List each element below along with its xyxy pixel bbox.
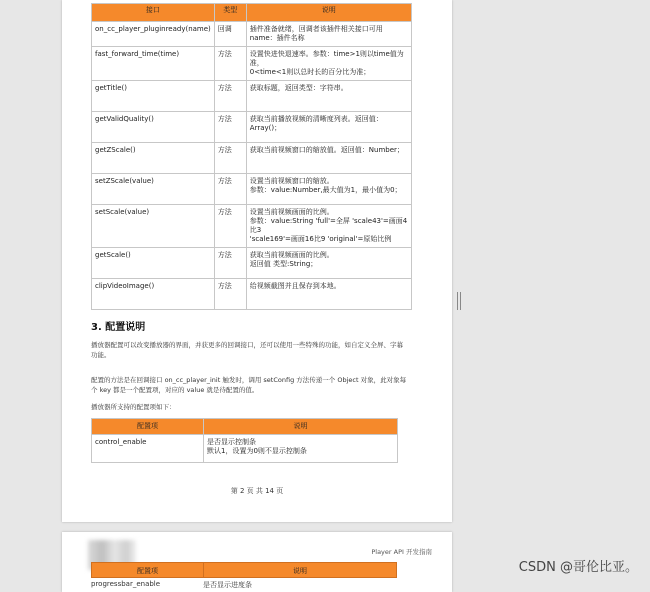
description-cell	[246, 174, 411, 205]
api-table-row	[92, 112, 412, 143]
header-description: 说明	[246, 4, 411, 22]
type-cell: 方法	[214, 143, 246, 174]
description-cell	[246, 205, 411, 248]
api-table	[91, 3, 412, 310]
type-cell: 方法	[214, 174, 246, 205]
watermark: CSDN @哥伦比亚。	[518, 560, 638, 575]
config-key-cell: control_enable	[92, 435, 204, 463]
type-cell: 方法	[214, 279, 246, 310]
config-desc-cell	[204, 435, 398, 463]
header-config-desc: 说明	[203, 562, 397, 578]
description-line: 获取当前视频画面的比例。	[249, 251, 334, 259]
header-config-item: 配置项	[92, 419, 204, 435]
api-table-row	[92, 47, 412, 81]
description-line: 设置快进快退速率。参数：time>1则以time值为准，	[249, 50, 404, 67]
api-table-row	[92, 248, 412, 279]
config-desc-line: 默认1，设置为0则不显示控制条	[207, 447, 307, 455]
description-cell	[246, 143, 411, 174]
api-table-row	[92, 205, 412, 248]
document-page	[62, 0, 452, 522]
description-line: 设置当前视频窗口的缩放。	[249, 177, 334, 185]
type-cell: 方法	[214, 47, 246, 81]
config-desc-cut: 是否显示进度条	[203, 581, 252, 589]
api-table-row	[92, 22, 412, 47]
document-page-next	[62, 532, 452, 592]
type-cell: 方法	[214, 81, 246, 112]
description-line: 'scale169'=画面16比9 'original'=原始比例	[249, 235, 392, 243]
description-line: 参数：value:String 'full'=全屏 'scale43'=画面4比3	[249, 217, 408, 234]
description-line: name：插件名称	[249, 34, 305, 42]
interface-cell: getZScale()	[92, 143, 215, 174]
header-interface: 接口	[92, 4, 215, 22]
type-cell: 方法	[214, 248, 246, 279]
description-line: 插件准备就绪，回调者该插件相关接口可用	[249, 25, 383, 33]
description-line: 返回值 类型:String；	[249, 260, 318, 268]
description-line: 获取标题，返回类型：字符串。	[249, 84, 348, 92]
interface-cell: clipVideoImage()	[92, 279, 215, 310]
section-paragraph-1: 播放器配置可以改变播放器的界面，并获更多的回调接口，还可以使用一些特殊的功能，如自定义全屏、字幕功能。	[91, 341, 403, 359]
api-table-row	[92, 279, 412, 310]
type-cell: 方法	[214, 112, 246, 143]
description-line: 0<time<1则以总时长的百分比为准；	[249, 68, 371, 76]
header-config-item: 配置项	[91, 562, 204, 578]
type-cell: 回调	[214, 22, 246, 47]
config-key-cut: progressbar_enable	[91, 580, 161, 588]
description-line: 设置当前视频画面的比例。	[249, 208, 334, 216]
description-cell	[246, 112, 411, 143]
config-table-header-next	[91, 562, 397, 578]
description-cell	[246, 248, 411, 279]
interface-cell: getValidQuality()	[92, 112, 215, 143]
section-paragraph-2: 配置的方法是在回调接口 on_cc_player_init 触发时，调用 setConfig 方法传递一个 Object 对象，此对象每个 key 都是一个配置项，对应的 value 就是待配置的值。	[91, 376, 407, 394]
page-header: Player API 开发指南	[371, 548, 432, 556]
config-table-header	[92, 419, 398, 435]
interface-cell: setZScale(value)	[92, 174, 215, 205]
description-cell	[246, 279, 411, 310]
interface-cell: setScale(value)	[92, 205, 215, 248]
type-cell: 方法	[214, 205, 246, 248]
description-line: 获取当前视频窗口的缩放值。返回值：Number；	[249, 146, 404, 154]
api-table-row	[92, 143, 412, 174]
header-config-desc: 说明	[204, 419, 398, 435]
api-table-row	[92, 81, 412, 112]
description-line: 获取当前播放视频的清晰度列表。返回值：Array()；	[249, 115, 383, 132]
description-line: 给视频截图并且保存到本地。	[249, 282, 341, 290]
section-paragraph-3: 播放器所支持的配置项如下：	[91, 403, 176, 411]
interface-cell: fast_forward_time(time)	[92, 47, 215, 81]
description-cell	[246, 22, 411, 47]
interface-cell: getScale()	[92, 248, 215, 279]
config-desc-line: 是否显示控制条	[207, 438, 256, 446]
config-table	[91, 418, 398, 463]
description-cell	[246, 47, 411, 81]
interface-cell: on_cc_player_pluginready(name)	[92, 22, 215, 47]
api-table-header	[92, 4, 412, 22]
scroll-handle[interactable]	[457, 292, 462, 310]
description-line: 参数：value:Number,最大值为1，最小值为0；	[249, 186, 402, 194]
config-table-row	[92, 435, 398, 463]
interface-cell: getTitle()	[92, 81, 215, 112]
api-table-row	[92, 174, 412, 205]
page-number: 第 2 页 共 14 页	[230, 487, 284, 495]
description-cell	[246, 81, 411, 112]
section-title: 3. 配置说明	[91, 322, 146, 333]
header-type: 类型	[214, 4, 246, 22]
